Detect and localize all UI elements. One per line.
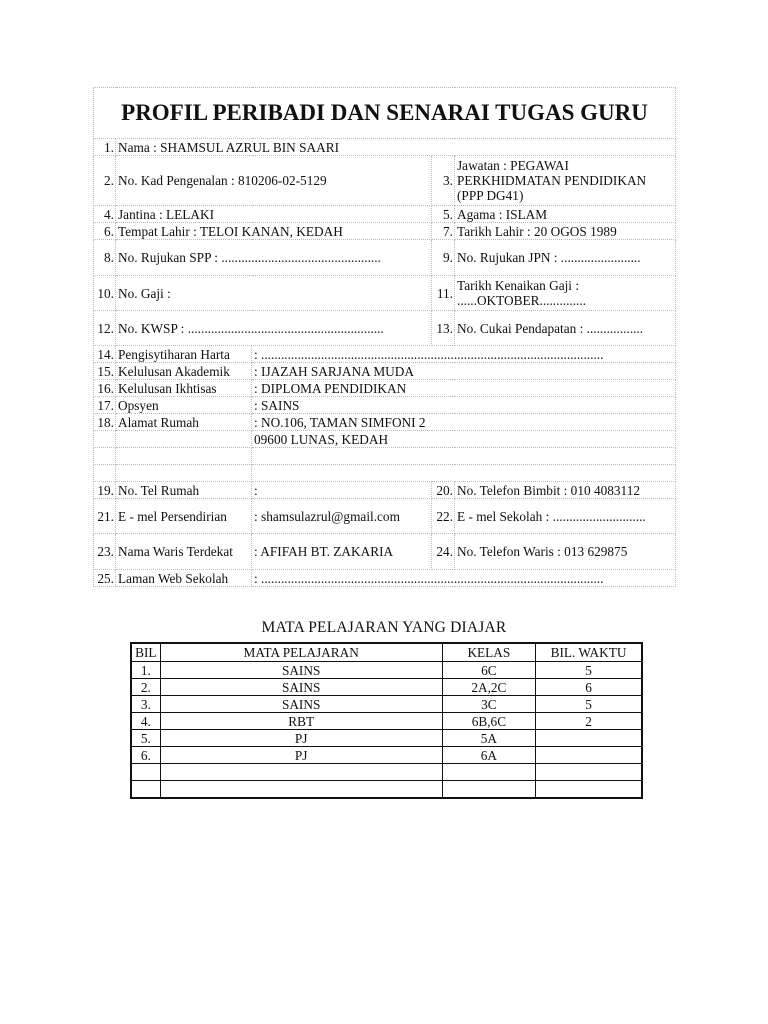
personal-email-value: : shamsulazrul@gmail.com (252, 499, 432, 534)
row-number: 5. (432, 206, 455, 223)
academic-qualification-value: : IJAZAH SARJANA MUDA (252, 363, 676, 380)
field-label: E - mel Persendirian (116, 499, 252, 534)
row-number: 9. (432, 240, 455, 276)
cell-subject: RBT (160, 713, 442, 730)
cell-periods: 6 (536, 679, 642, 696)
empty-cell (252, 465, 676, 482)
mobile-phone-field: No. Telefon Bimbit : 010 4083112 (455, 482, 676, 499)
field-label: Opsyen (116, 397, 252, 414)
table-row (131, 679, 642, 696)
salary-number-field: No. Gaji : (116, 276, 432, 311)
professional-qualification-value: : DIPLOMA PENDIDIKAN (252, 380, 676, 397)
column-header-class: KELAS (442, 643, 535, 662)
row-number: 23. (94, 534, 116, 570)
cell-periods (536, 781, 642, 799)
cell-bil (131, 781, 160, 799)
cell-subject: PJ (160, 730, 442, 747)
home-address-line2: 09600 LUNAS, KEDAH (252, 431, 676, 448)
cell-class: 6C (442, 662, 535, 679)
empty-cell (252, 448, 676, 465)
empty-cell (116, 448, 252, 465)
name-field: Nama : SHAMSUL AZRUL BIN SAARI (116, 139, 676, 156)
field-label: Pengisytiharan Harta (116, 346, 252, 363)
jpn-reference-field: No. Rujukan JPN : ........................ (455, 240, 676, 276)
cell-bil: 5. (131, 730, 160, 747)
table-row (131, 696, 642, 713)
cell-bil: 6. (131, 747, 160, 764)
row-number: 4. (94, 206, 116, 223)
subjects-table (130, 642, 643, 799)
row-number: 19. (94, 482, 116, 499)
cell-subject: SAINS (160, 679, 442, 696)
birthdate-field: Tarikh Lahir : 20 OGOS 1989 (455, 223, 676, 240)
religion-field: Agama : ISLAM (455, 206, 676, 223)
cell-periods: 5 (536, 696, 642, 713)
column-header-bil: BIL (131, 643, 160, 662)
salary-increment-date-field: Tarikh Kenaikan Gaji : ......OKTOBER.............. (455, 276, 676, 311)
row-number: 11. (432, 276, 455, 311)
row-number: 24. (432, 534, 455, 570)
cell-class (442, 781, 535, 799)
row-number: 2. (94, 156, 116, 206)
table-row (131, 730, 642, 747)
row-number: 15. (94, 363, 116, 380)
cell-class (442, 764, 535, 781)
spp-reference-field: No. Rujukan SPP : ................................................ (116, 240, 432, 276)
row-number: 8. (94, 240, 116, 276)
row-number: 7. (432, 223, 455, 240)
empty-cell (94, 431, 116, 448)
field-label: Kelulusan Ikhtisas (116, 380, 252, 397)
field-label: Kelulusan Akademik (116, 363, 252, 380)
table-row (131, 764, 642, 781)
cell-bil: 4. (131, 713, 160, 730)
cell-subject: SAINS (160, 696, 442, 713)
field-label: Alamat Rumah (116, 414, 252, 431)
cell-subject: PJ (160, 747, 442, 764)
next-of-kin-value: : AFIFAH BT. ZAKARIA (252, 534, 432, 570)
row-number: 3. (432, 156, 455, 206)
option-value: : SAINS (252, 397, 676, 414)
cell-bil: 3. (131, 696, 160, 713)
row-number: 20. (432, 482, 455, 499)
field-label: Laman Web Sekolah (116, 570, 252, 587)
school-email-field: E - mel Sekolah : ............................ (455, 499, 676, 534)
cell-class: 5A (442, 730, 535, 747)
row-number: 14. (94, 346, 116, 363)
cell-periods (536, 747, 642, 764)
cell-periods (536, 730, 642, 747)
document-title: PROFIL PERIBADI DAN SENARAI TUGAS GURU (94, 88, 676, 139)
empty-cell (116, 431, 252, 448)
field-label: No. Tel Rumah (116, 482, 252, 499)
kwsp-number-field: No. KWSP : ........................................................... (116, 311, 432, 346)
table-row (131, 781, 642, 799)
home-address-line1: : NO.106, TAMAN SIMFONI 2 (252, 414, 676, 431)
gender-field: Jantina : LELAKI (116, 206, 432, 223)
home-phone-value: : (252, 482, 432, 499)
row-number: 21. (94, 499, 116, 534)
cell-subject (160, 764, 442, 781)
row-number: 1. (94, 139, 116, 156)
cell-subject (160, 781, 442, 799)
school-website-value: : ....................................................................................................... (252, 570, 676, 587)
table-row (131, 662, 642, 679)
asset-declaration-value: : ....................................................................................................... (252, 346, 676, 363)
cell-class: 3C (442, 696, 535, 713)
birthplace-field: Tempat Lahir : TELOI KANAN, KEDAH (116, 223, 432, 240)
table-row (131, 713, 642, 730)
cell-subject: SAINS (160, 662, 442, 679)
row-number: 6. (94, 223, 116, 240)
cell-bil (131, 764, 160, 781)
row-number: 25. (94, 570, 116, 587)
cell-class: 2A,2C (442, 679, 535, 696)
row-number: 12. (94, 311, 116, 346)
row-number: 22. (432, 499, 455, 534)
row-number: 16. (94, 380, 116, 397)
table-row (131, 747, 642, 764)
cell-class: 6B,6C (442, 713, 535, 730)
ic-number-field: No. Kad Pengenalan : 810206-02-5129 (116, 156, 432, 206)
row-number: 18. (94, 414, 116, 431)
empty-cell (94, 465, 116, 482)
profile-table (93, 87, 676, 587)
row-number: 17. (94, 397, 116, 414)
column-header-periods: BIL. WAKTU (536, 643, 642, 662)
empty-cell (94, 448, 116, 465)
field-label: Nama Waris Terdekat (116, 534, 252, 570)
kin-phone-field: No. Telefon Waris : 013 629875 (455, 534, 676, 570)
cell-bil: 1. (131, 662, 160, 679)
column-header-subject: MATA PELAJARAN (160, 643, 442, 662)
row-number: 10. (94, 276, 116, 311)
position-field: Jawatan : PEGAWAI PERKHIDMATAN PENDIDIKAN (PPP DG41) (455, 156, 676, 206)
subjects-title: MATA PELAJARAN YANG DIAJAR (261, 619, 507, 636)
cell-bil: 2. (131, 679, 160, 696)
subjects-header-row (131, 643, 642, 662)
cell-periods (536, 764, 642, 781)
cell-class: 6A (442, 747, 535, 764)
empty-cell (116, 465, 252, 482)
cell-periods: 5 (536, 662, 642, 679)
cell-periods: 2 (536, 713, 642, 730)
tax-number-field: No. Cukai Pendapatan : ................. (455, 311, 676, 346)
row-number: 13. (432, 311, 455, 346)
